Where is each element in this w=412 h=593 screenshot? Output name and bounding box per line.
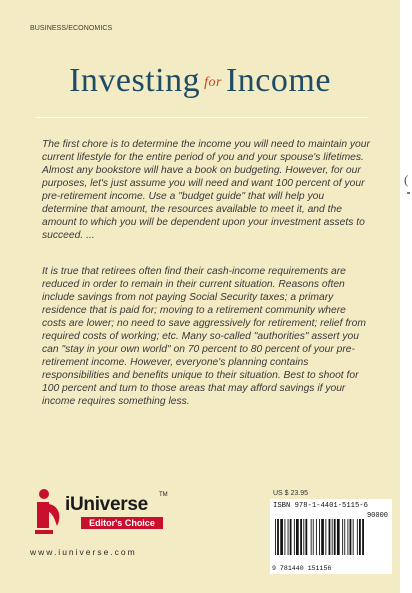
iuniverse-figure-icon	[33, 488, 63, 534]
trademark-mark: TM	[159, 492, 168, 498]
blurb-paragraph-1: The first chore is to determine the income you will need to maintain your current lifestyle for the entire period of you and your spouse's lifetimes. Almost any bookstore will have a book on budgeting. However, for our purposes, let's just assume you will need and want 100 percent of your pre-retirement income. Use a "budget guide" that will help you determine that amount, the resources available to meet it, and the amount to which you will be dependent upon your investment assets to succeed. ...	[42, 139, 370, 241]
barcode-bar	[303, 519, 304, 555]
book-title	[0, 62, 400, 100]
barcode-bar	[347, 519, 348, 555]
title-word-income: Income	[225, 62, 331, 99]
barcode-bar	[275, 519, 276, 555]
barcode-bar	[359, 519, 361, 555]
barcode-bar	[342, 519, 343, 555]
blurb-paragraph-2: It is true that retirees often find their cash-income requirements are reduced in order to remain in their current situation. Reasons often include savings from not paying Social Security taxes; a primary residence that is paid for; moving to a retirement community where costs are lower; no need to save aggressively for retirement; relief from required costs of working; etc. Many so-called "authorities" assert you can "stay in your own world" on 70 percent to 80 percent of your pre-retirement income. However, everyone's planning contains responsibilities and benefits unique to their situation. Best to shoot for 100 percent and turn to those areas that may afford savings if your income requires something less.	[42, 266, 366, 407]
barcode-bar	[334, 519, 336, 555]
publisher-wordmark: iUniverse	[65, 494, 148, 515]
page-edge	[400, 0, 412, 593]
category-label: BUSINESS/ECONOMICS	[30, 25, 113, 32]
barcode-bar	[344, 519, 345, 555]
barcode-bar	[329, 519, 331, 555]
price-addon-code: 90000	[366, 512, 388, 520]
barcode-bar	[350, 519, 352, 555]
barcode-bar	[305, 519, 307, 555]
barcode-bar	[290, 519, 292, 555]
barcode-bar	[321, 519, 324, 555]
price-label: US $ 23.95	[273, 490, 309, 497]
isbn-text: ISBN 978-1-4401-5115-6	[273, 502, 368, 510]
barcode-bar	[325, 519, 326, 555]
adjacent-page-glyph: (	[404, 172, 409, 187]
barcode-bar	[362, 519, 364, 555]
barcode-panel	[270, 499, 392, 574]
barcode-bar	[357, 519, 358, 555]
barcode-bar	[319, 519, 320, 555]
barcode-bar	[313, 519, 314, 555]
barcode-bar	[284, 519, 285, 555]
barcode-bar	[337, 519, 340, 555]
barcode-bar	[280, 519, 283, 555]
barcode-bar	[353, 519, 354, 555]
barcode-bar	[332, 519, 333, 555]
title-divider	[36, 117, 368, 118]
editors-choice-badge: Editor's Choice	[81, 517, 163, 529]
barcode-bar	[277, 519, 279, 555]
barcode-bar	[300, 519, 302, 555]
barcode-bar	[294, 519, 295, 555]
barcode-bar	[316, 519, 317, 555]
title-word-investing: Investing	[69, 62, 201, 99]
publisher-website: www.iuniverse.com	[30, 547, 137, 557]
title-connector: for	[204, 75, 222, 91]
isbn-barcode	[274, 519, 388, 563]
barcode-bar	[288, 519, 289, 555]
adjacent-page-mark	[407, 192, 410, 194]
barcode-digits: 9 781440 151156	[272, 565, 332, 572]
barcode-bar	[311, 519, 312, 555]
barcode-bar	[296, 519, 299, 555]
publisher-logo	[25, 488, 175, 536]
